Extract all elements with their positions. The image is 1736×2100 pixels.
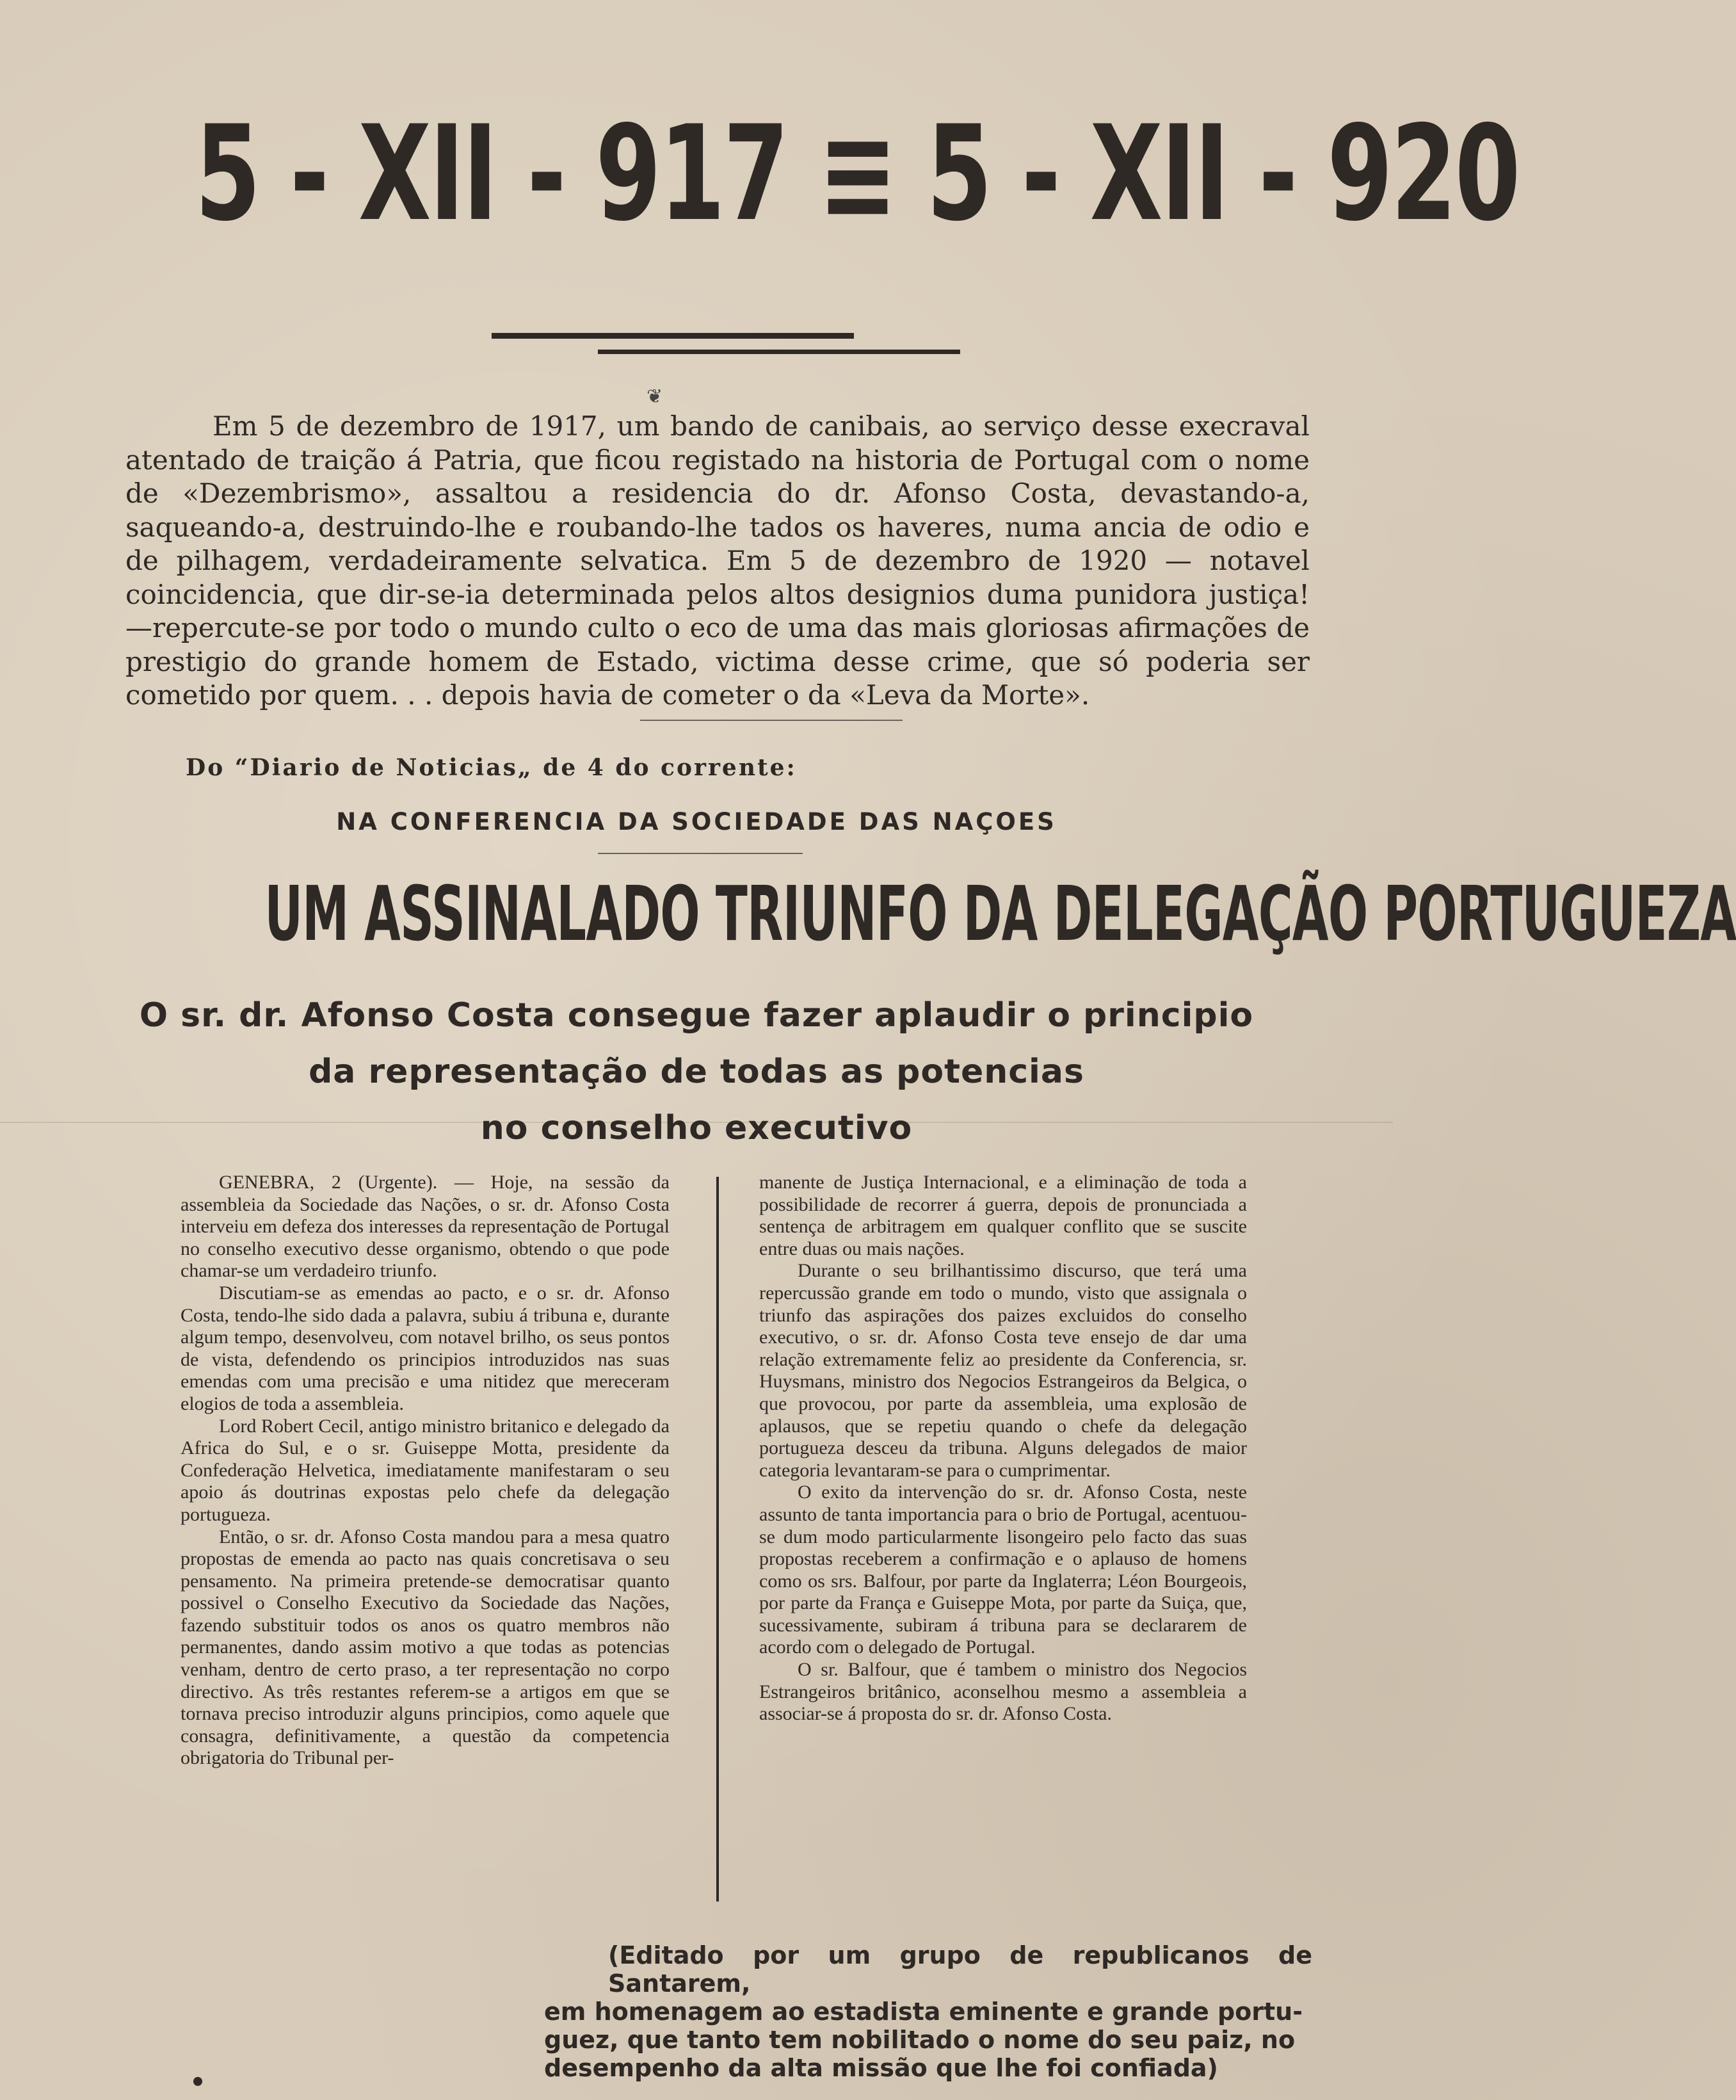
- left-paragraph: GENEBRA, 2 (Urgente). — Hoje, na sessão da assembleia da Sociedade das Nações, o sr. dr. Afonso Costa interveiu em defeza dos interesses da representação de Portugal no conselho executivo desse organismo, obtendo o que pode chamar-se um verdadeiro triunfo.: [181, 1172, 670, 1282]
- page-title: 5 - XII - 917 ≡ 5 - XII - 920: [195, 98, 1519, 250]
- article-right-column: [759, 1172, 1247, 1725]
- ink-blot: [193, 2077, 202, 2086]
- intro-divider: [640, 720, 903, 721]
- right-paragraph: O exito da intervenção do sr. dr. Afonso Costa, neste assunto de tanta importancia para o brio de Portugal, acentuou-se dum modo particularmente lisongeiro pelo facto das suas propostas receberem a confirmação e o aplauso de homens como os srs. Balfour, por parte da Inglaterra; Léon Bourgeois, por parte da França e Guiseppe Mota, por parte da Suiça, que, sucessivamente, subiram á tribuna para se declararem de acordo com o delegado de Portugal.: [759, 1482, 1247, 1658]
- headline: UM ASSINALADO TRIUNFO DA DELEGAÇÃO PORTUGUEZA: [264, 869, 1736, 958]
- ornament: ❦: [647, 385, 663, 408]
- right-paragraph: O sr. Balfour, que é tambem o ministro dos Negocios Estrangeiros britânico, aconselhou mesmo a assembleia a associar-se á proposta do sr. dr. Afonso Costa.: [759, 1659, 1247, 1725]
- article-left-column: [181, 1172, 670, 1770]
- intro-paragraph: Em 5 de dezembro de 1917, um bando de canibais, ao serviço desse execraval atentado de traição á Patria, que ficou registado na historia de Portugal com o nome de «Dezembrismo», assaltou a residencia do dr. Afonso Costa, devastando-a, saqueando-a, destruindo-lhe e roubando-lhe tados os haveres, numa ancia de odio e de pilhagem, verdadeiramente selvatica. Em 5 de dezembro de 1920 — notavel coincidencia, que dir-se-ia determinada pelos altos designios duma punidora justiça! —repercute-se por todo o mundo culto o eco de uma das mais gloriosas afirmações de prestigio do grande homem de Estado, victima desse crime, que só poderia ser cometido por quem. . . depois havia de cometer o da «Leva da Morte».: [125, 410, 1310, 711]
- subheadline-line-1: O sr. dr. Afonso Costa consegue fazer aplaudir o principio: [139, 996, 1254, 1035]
- publisher-note-line: desempenho da alta missão que lhe foi confiada): [544, 2054, 1218, 2082]
- publisher-note-line: guez, que tanto tem nobilitado o nome do seu paiz, no: [544, 2026, 1296, 2054]
- subheadline-line-2: da representação de todas as potencias: [309, 1053, 1084, 1091]
- publisher-note-line: (Editado por um grupo de republicanos de Santarem,: [608, 1941, 1312, 1998]
- subheadline-line-3: no conselho executivo: [480, 1109, 913, 1147]
- left-paragraph: Então, o sr. dr. Afonso Costa mandou para a mesa quatro propostas de emenda ao pacto nas quais concretisava o seu pensamento. Na primeira pretende-se democratisar quanto possivel o Conselho Executivo da Sociedade das Nações, fazendo substituir todos os anos os quatro membros não permanentes, dando assim motivo a que todas as potencias venham, dentro de certo praso, a ter representação no corpo directivo. As três restantes referem-se a artigos em que se tornava preciso introduzir alguns principios, como aquele que consagra, definitivamente, a questão da competencia obrigatoria do Tribunal per-: [181, 1526, 670, 1769]
- right-paragraph: Durante o seu brilhantissimo discurso, que terá uma repercussão grande em todo o mundo, visto que assignala o triunfo das aspirações dos paizes excluidos do conselho executivo, o sr. dr. Afonso Costa teve ensejo de dar uma relação extremamente feliz ao presidente da Conferencia, sr. Huysmans, ministro dos Negocios Estrangeiros da Belgica, o que provocou, por parte da assembleia, uma explosão de aplausos, que se repetiu quando o chefe da delegação portugueza desceu da tribuna. Alguns delegados de maior categoria levantaram-se para o cumprimentar.: [759, 1260, 1247, 1481]
- publisher-note-line: em homenagem ao estadista eminente e grande portu-: [544, 1998, 1303, 2026]
- conference-heading: NA CONFERENCIA DA SOCIEDADE DAS NAÇOES: [336, 808, 1057, 836]
- source-line: Do “Diario de Noticias„ de 4 do corrente:: [186, 754, 797, 781]
- column-divider: [716, 1177, 719, 1902]
- left-paragraph: Discutiam-se as emendas ao pacto, e o sr. dr. Afonso Costa, tendo-lhe sido dada a palavra, subiu á tribuna e, durante algum tempo, desenvolveu, com notavel brilho, os seus pontos de vista, defendendo os principios introduzidos nas suas emendas com uma precisão e uma nitidez que mereceram elogios de toda a assembleia.: [181, 1282, 670, 1414]
- title-rule-bottom: [598, 350, 960, 354]
- right-paragraph: manente de Justiça Internacional, e a eliminação de toda a possibilidade de recorrer á guerra, depois de pronunciada a sentença de arbitragem em qualquer conflito que se suscite entre duas ou mais nações.: [759, 1172, 1247, 1259]
- left-paragraph: Lord Robert Cecil, antigo ministro britanico e delegado da Africa do Sul, e o sr. Guiseppe Motta, presidente da Confederação Helvetica, imediatamente manifestaram o seu apoio ás doutrinas expostas pelo chefe da delegação portugueza.: [181, 1415, 670, 1525]
- title-rule-top: [492, 333, 854, 339]
- publisher-note: [544, 1941, 1312, 2082]
- conference-underline: [598, 853, 803, 854]
